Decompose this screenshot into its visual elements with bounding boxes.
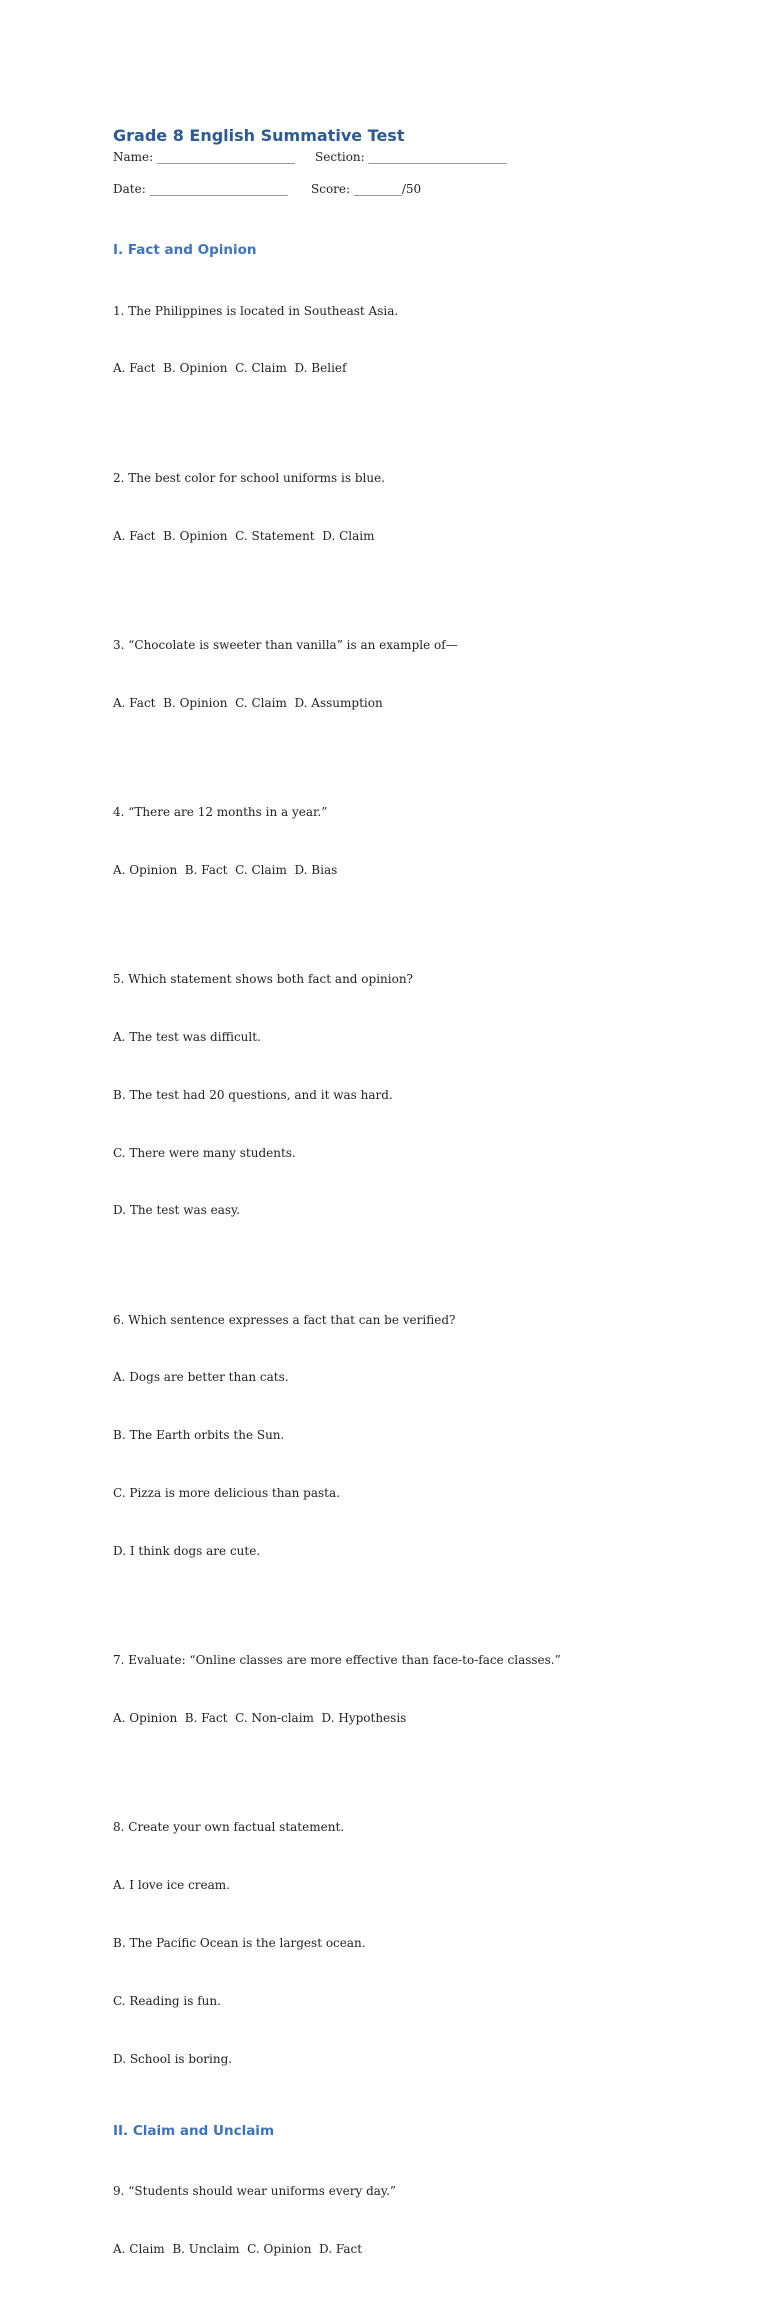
section-heading-claim-unclaim: II. Claim and Unclaim (113, 2122, 275, 2139)
question-6 (113, 1272, 713, 1600)
option-a: A. Dogs are better than cats. (113, 1370, 289, 1385)
name-field[interactable]: Name: _______________________ (113, 150, 295, 164)
question-8 (113, 1780, 713, 2108)
question-options: A. Fact B. Opinion C. Statement D. Claim (113, 528, 375, 543)
option-b: B. The test had 20 questions, and it was hard. (113, 1087, 393, 1102)
question-prompt: 7. Evaluate: “Online classes are more effective than face-to-face classes.” (113, 1653, 561, 1668)
question-prompt: 9. “Students should wear uniforms every day.” (113, 2184, 397, 2199)
score-field[interactable]: Score: ________/50 (311, 182, 422, 196)
question-9 (113, 2144, 713, 2298)
option-c: C. Reading is fun. (113, 1994, 221, 2009)
question-1 (113, 263, 713, 417)
question-4 (113, 764, 713, 918)
page-title: Grade 8 English Summative Test (113, 126, 405, 145)
question-list-fact-opinion (113, 263, 713, 2108)
question-prompt: 3. “Chocolate is sweeter than vanilla” is an example of— (113, 637, 458, 652)
question-2 (113, 430, 713, 584)
question-prompt: 2. The best color for school uniforms is blue. (113, 470, 385, 485)
question-list-claim-unclaim (113, 2144, 713, 2298)
date-field[interactable]: Date: _______________________ (113, 182, 288, 196)
question-prompt: 1. The Philippines is located in Southeast Asia. (113, 303, 399, 318)
option-c: C. Pizza is more delicious than pasta. (113, 1486, 340, 1501)
question-prompt: 8. Create your own factual statement. (113, 1820, 345, 1835)
question-prompt: 5. Which statement shows both fact and opinion? (113, 971, 413, 986)
question-options: A. Fact B. Opinion C. Claim D. Assumption (113, 695, 383, 710)
name-section-row (113, 149, 713, 165)
option-b: B. The Earth orbits the Sun. (113, 1428, 285, 1443)
option-d: D. The test was easy. (113, 1203, 241, 1218)
test-page (113, 125, 713, 2298)
question-prompt: 6. Which sentence expresses a fact that can be verified? (113, 1312, 456, 1327)
section-field[interactable]: Section: _______________________ (315, 150, 507, 164)
question-options: A. Opinion B. Fact C. Claim D. Bias (113, 862, 338, 877)
question-3 (113, 597, 713, 751)
date-score-row (113, 181, 713, 197)
option-c: C. There were many students. (113, 1145, 296, 1160)
section-heading-fact-opinion: I. Fact and Opinion (113, 242, 257, 258)
question-prompt: 4. “There are 12 months in a year.” (113, 804, 328, 819)
option-d: D. I think dogs are cute. (113, 1544, 261, 1559)
option-a: A. I love ice cream. (113, 1878, 230, 1893)
question-7 (113, 1613, 713, 1767)
question-options: A. Claim B. Unclaim C. Opinion D. Fact (113, 2242, 363, 2257)
question-5 (113, 931, 713, 1259)
option-b: B. The Pacific Ocean is the largest ocean. (113, 1936, 366, 1951)
option-d: D. School is boring. (113, 2051, 233, 2066)
option-a: A. The test was difficult. (113, 1029, 261, 1044)
question-options: A. Opinion B. Fact C. Non-claim D. Hypothesis (113, 1711, 407, 1726)
question-options: A. Fact B. Opinion C. Claim D. Belief (113, 361, 347, 376)
